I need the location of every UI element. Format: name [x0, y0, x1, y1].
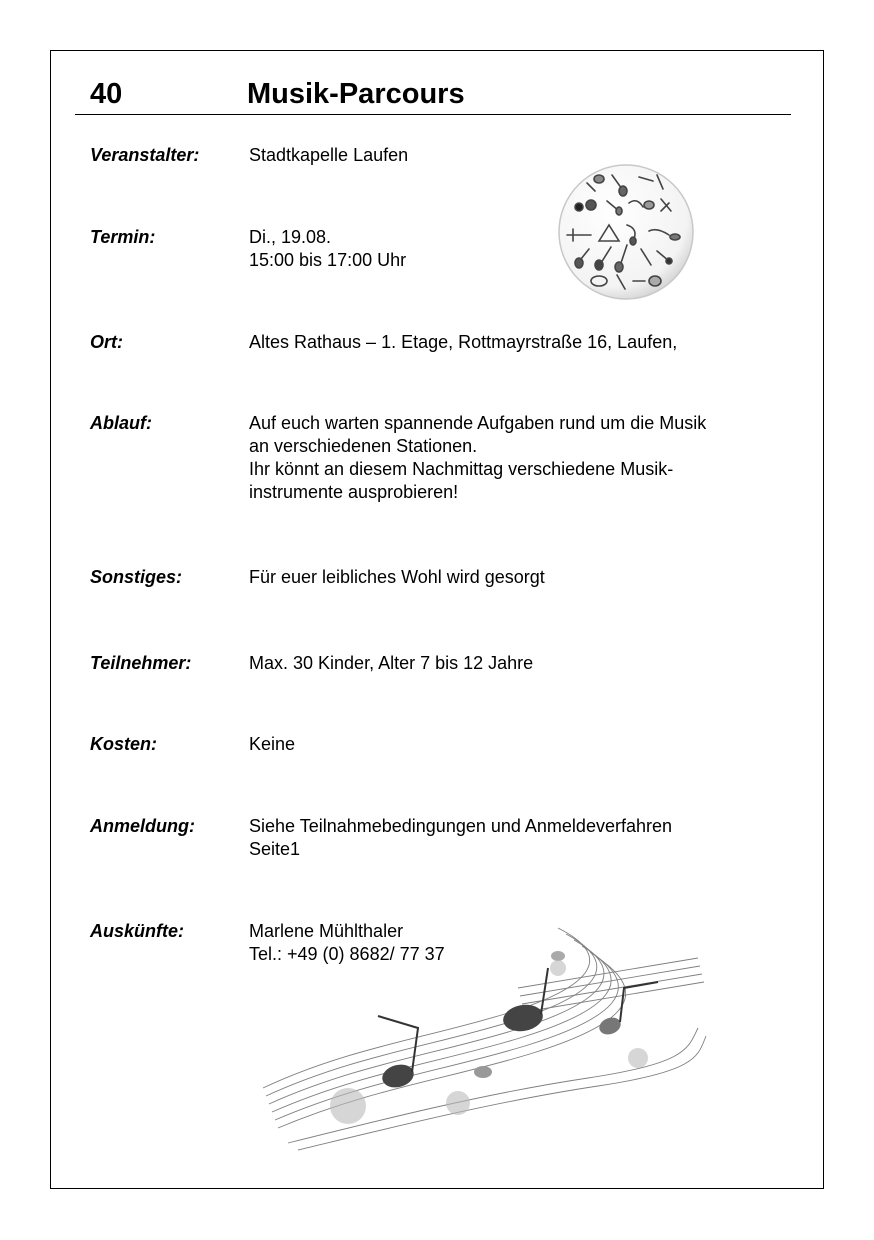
title-underline	[75, 114, 791, 115]
value-line: Di., 19.08.	[249, 227, 332, 247]
label-teilnehmer: Teilnehmer:	[90, 653, 192, 673]
label-ablauf: Ablauf:	[90, 413, 152, 433]
value-line: Marlene Mühlthaler	[249, 921, 404, 941]
value-line: Stadtkapelle Laufen	[249, 145, 409, 165]
value-termin	[249, 226, 809, 272]
label-kosten: Kosten:	[90, 734, 157, 754]
value-anmeldung	[249, 815, 809, 861]
instruments-illustration	[557, 163, 695, 301]
value-line: Auf euch warten spannende Aufgaben rund um die Musik	[249, 413, 707, 433]
value-line: 15:00 bis 17:00 Uhr	[249, 250, 407, 270]
label-veranstalter: Veranstalter:	[90, 145, 200, 165]
value-ablauf	[249, 412, 809, 504]
page-title: Musik-Parcours	[247, 78, 465, 110]
value-line: Keine	[249, 734, 296, 754]
value-line: Seite1	[249, 839, 301, 859]
page-number: 40	[90, 78, 123, 110]
label-sonstiges: Sonstiges:	[90, 567, 183, 587]
label-termin: Termin:	[90, 227, 156, 247]
value-sonstiges	[249, 566, 809, 589]
music-notes-illustration	[258, 918, 708, 1168]
value-kosten	[249, 733, 809, 756]
label-auskuenfte: Auskünfte:	[90, 921, 184, 941]
value-line: Ihr könnt an diesem Nachmittag verschiedene Musik-	[249, 459, 674, 479]
value-line: Tel.: +49 (0) 8682/ 77 37	[249, 944, 445, 964]
value-line: Für euer leibliches Wohl wird gesorgt	[249, 567, 545, 587]
value-ort	[249, 331, 809, 354]
label-ort: Ort:	[90, 332, 123, 352]
value-teilnehmer	[249, 652, 809, 675]
value-line: Altes Rathaus – 1. Etage, Rottmayrstraße 16, Laufen,	[249, 332, 678, 352]
value-line: an verschiedenen Stationen.	[249, 436, 478, 456]
value-line: Siehe Teilnahmebedingungen und Anmeldeverfahren	[249, 816, 672, 836]
label-anmeldung: Anmeldung:	[90, 816, 195, 836]
value-line: Max. 30 Kinder, Alter 7 bis 12 Jahre	[249, 653, 534, 673]
value-veranstalter	[249, 144, 809, 167]
value-line: instrumente ausprobieren!	[249, 482, 459, 502]
